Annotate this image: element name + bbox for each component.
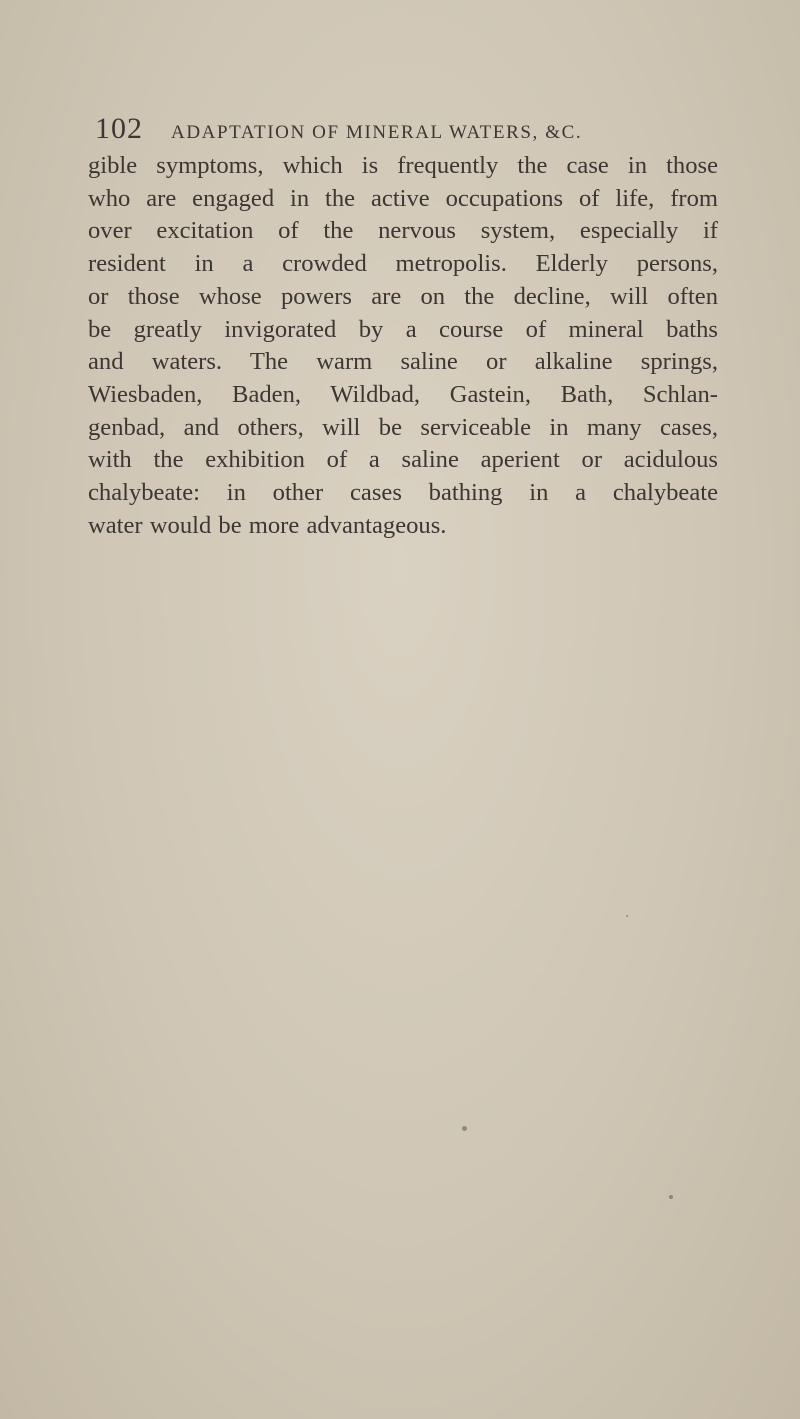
paper-speck	[626, 915, 628, 917]
running-head	[95, 112, 735, 152]
text-line: genbad, and others, will be serviceable in many cases,	[88, 413, 718, 441]
text-line: Wiesbaden, Baden, Wildbad, Gastein, Bath, Schlan-	[88, 380, 718, 408]
paper-speck	[669, 1195, 673, 1199]
text-line: gible symptoms, which is frequently the case in those	[88, 152, 718, 179]
paper-speck	[462, 1126, 467, 1131]
text-line: resident in a crowded metropolis. Elderly persons,	[88, 250, 718, 278]
text-line: who are engaged in the active occupations of life, from	[88, 184, 718, 212]
text-line: with the exhibition of a saline aperient or acidulous	[88, 446, 718, 474]
text-line: over excitation of the nervous system, especially if	[88, 217, 718, 245]
running-title: ADAPTATION OF MINERAL WATERS, &C.	[171, 122, 583, 143]
text-line: chalybeate: in other cases bathing in a chalybeate	[88, 479, 718, 507]
text-line: or those whose powers are on the decline, will often	[88, 282, 718, 310]
text-line: be greatly invigorated by a course of mineral baths	[88, 315, 718, 343]
text-line: and waters. The warm saline or alkaline springs,	[88, 348, 718, 376]
body-paragraph	[88, 150, 718, 542]
page-number: 102	[95, 112, 143, 145]
text-line: water would be more advantageous.	[88, 511, 447, 539]
